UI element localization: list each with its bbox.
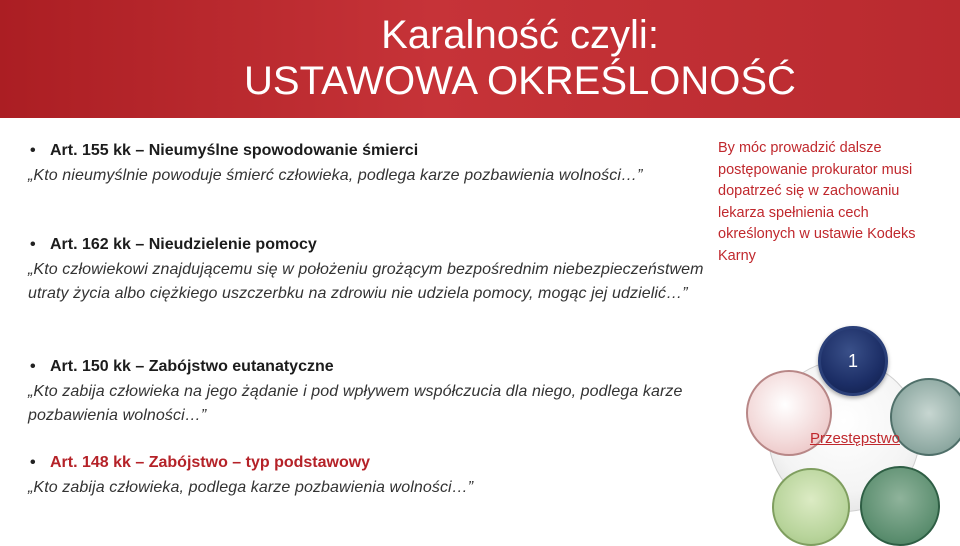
element-circle-bottom-left (772, 468, 850, 546)
article-heading-text: Art. 162 kk – Nieudzielenie pomocy (50, 236, 317, 253)
bullet-icon: • (30, 358, 36, 375)
article-heading (28, 452, 708, 474)
step-number: 1 (847, 351, 858, 371)
article-heading-text: Art. 148 kk – Zabójstwo – typ podstawowy (50, 454, 371, 471)
prosecutor-note: By móc prowadzić dalsze postępowanie prokurator musi dopatrzeć się w zachowaniu lekarza spełnienia cech określonych w ustawie Kodeks Karny (718, 140, 916, 264)
article-heading (28, 356, 708, 378)
article-heading-text: Art. 150 kk – Zabójstwo eutanatyczne (50, 358, 334, 375)
bullet-icon: • (30, 236, 36, 253)
element-circle-bottom-right (860, 466, 940, 546)
article-heading-text: Art. 155 kk – Nieumyślne spowodowanie śmierci (50, 142, 419, 159)
bullet-icon: • (30, 454, 36, 471)
article-heading (28, 234, 708, 256)
bullet-icon: • (30, 142, 36, 159)
article-quote: „Kto zabija człowieka, podlega karze pozbawienia wolności…” (28, 479, 474, 496)
article-155 (28, 140, 708, 188)
crime-elements-diagram (730, 320, 960, 540)
slide-title (200, 12, 840, 104)
article-150 (28, 356, 708, 428)
article-162 (28, 234, 708, 306)
crime-link[interactable]: Przestępstwo (809, 430, 901, 447)
article-quote: „Kto człowiekowi znajdującemu się w położeniu grożącym bezpośrednim niebezpieczeństwem utraty życia albo ciężkiego uszczerbku na zdrowiu nie udziela pomocy, mogąc jej udzielić…” (28, 261, 704, 302)
article-heading (28, 140, 708, 162)
article-148 (28, 452, 708, 500)
title-line-2: USTAWOWA OKREŚLONOŚĆ (244, 59, 796, 103)
article-quote: „Kto zabija człowieka na jego żądanie i pod wpływem współczucia dla niego, podlega karze pozbawienia wolności…” (28, 383, 683, 424)
title-banner (0, 0, 960, 118)
article-quote: „Kto nieumyślnie powoduje śmierć człowieka, podlega karze pozbawienia wolności…” (28, 167, 643, 184)
title-line-1: Karalność czyli: (381, 13, 659, 57)
